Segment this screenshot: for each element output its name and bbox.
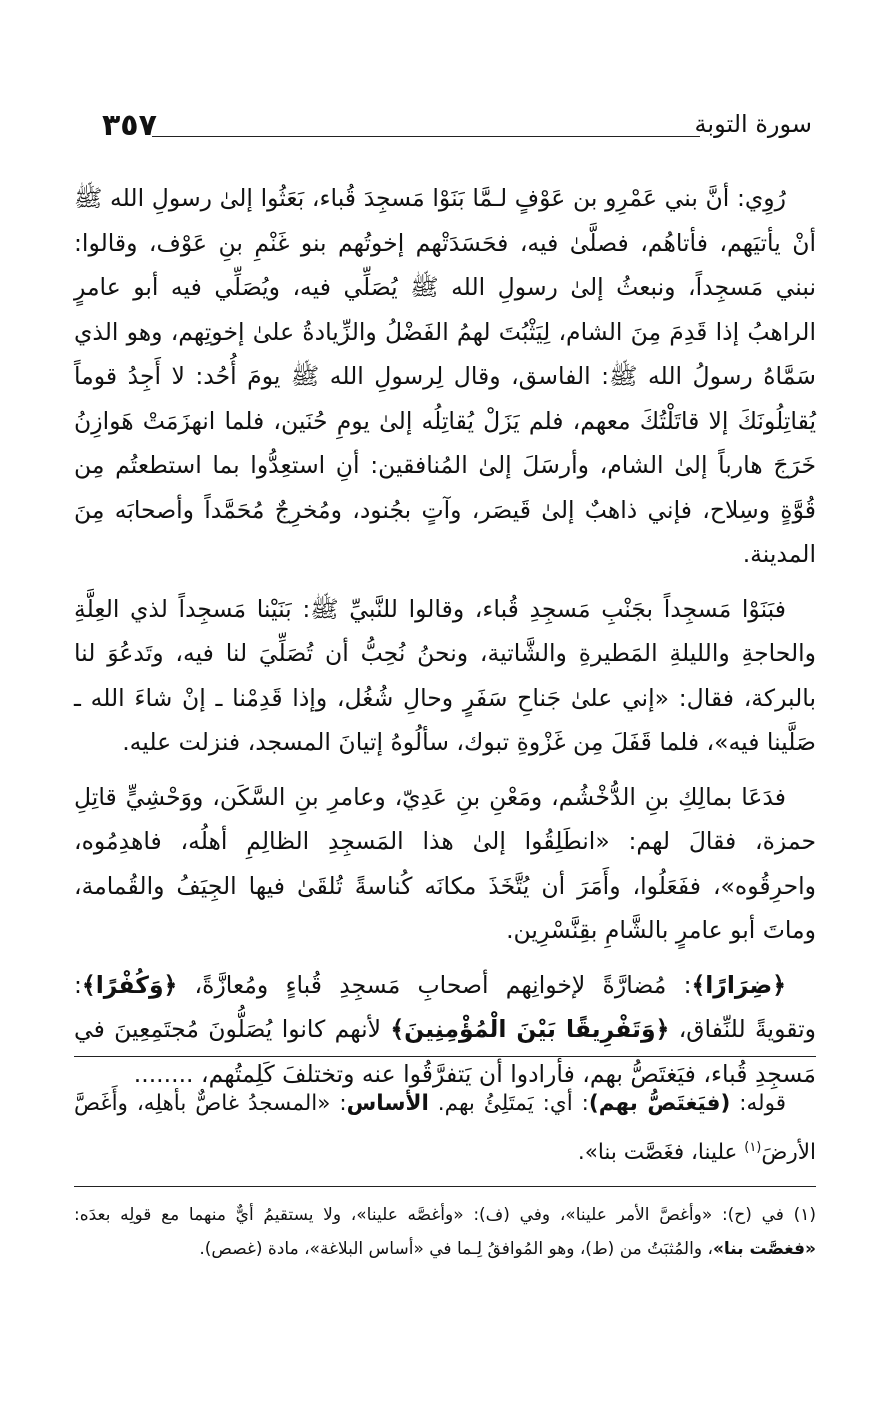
commentary-lemma: (فيَغتَصُّ بهم): [588, 1091, 731, 1116]
commentary-quote-a: : «المسجدُ غاصٌّ بأهلِه، وأَغَصَّ الأرضَ: [74, 1091, 816, 1166]
tafsir-text-3: لأنهم كانوا يُصَلُّونَ مُجتَمِعِينَ في مَسجِدِ قُباء، فيَغتَصُّ بهم، فأرادوا أن يَتفرَّقُوا عنه وتختلفَ كَلِمتُهم، ........: [74, 1015, 816, 1088]
quran-word-dirar: ﴿ضِرَارًا﴾: [691, 970, 786, 999]
paragraph-mosque-building: فبَنَوْا مَسجِداً بجَنْبِ مَسجِدِ قُباء، وقالوا للنَّبيِّ ﷺ: بَنَيْنا مَسجِداً لذي العِلَّةِ والحاجةِ والليلةِ المَطيرةِ والشَّاتية، ونحنُ نُحِبُّ أن تُصَلِّيَ لنا فيه، وتَدعُوَ لنا بالبركة، فقال: «إني علىٰ جَناحِ سَفَرٍ وحالِ شُغُل، وإذا قَدِمْنا ـ إنْ شاءَ الله ـ صَلَّينا فيه»، فلما قَفَلَ مِن غَزْوةِ تبوك، سألُوهُ إتيانَ المسجد، فنزلت عليه.: [74, 594, 816, 756]
commentary-gloss: : أي: يَمتَلِئُ بهم.: [428, 1091, 589, 1116]
commentary-note: [74, 1082, 816, 1175]
commentary-quote-b: علينا، فغَصَّت بنا».: [577, 1140, 745, 1166]
surah-title: سورة التوبة: [694, 110, 812, 138]
page-number: ٣٥٧: [102, 108, 157, 143]
footnote-divider: [74, 1186, 816, 1187]
footnote: [74, 1198, 816, 1266]
commentary-source: الأساس: [346, 1091, 429, 1116]
footnote-text-a: (١) في (ح): «وأغصَّ الأمر علينا»، وفي (ف): «وأغصَّه علينا»، ولا يستقيمُ أيٌّ منهما مع قولِه بعدَه:: [74, 1205, 816, 1225]
quran-word-kufr: ﴿وَكُفْرًا﴾: [81, 970, 178, 999]
footnote-text-b: ، والمُثبَتُ من (ط)، وهو المُوافقُ لِـما في «أساس البلاغة»، مادة (غصص).: [199, 1239, 713, 1259]
commentary-lead: قوله:: [730, 1091, 786, 1116]
page-header: [92, 108, 812, 152]
paragraph-tafsir: [74, 963, 816, 1097]
tafsir-text-1: : مُضارَّةً لإخوانِهم أصحابِ مَسجِدِ قُباءٍ ومُعازَّةً،: [177, 970, 692, 999]
main-text: [74, 176, 816, 1106]
paragraph-narration: رُوِي: أنَّ بني عَمْرِو بن عَوْفٍ لـمَّا بَنَوْا مَسجِدَ قُباء، بَعَثُوا إلىٰ رسولِ الله ﷺ أنْ يأتيَهم، فأتاهُم، فصلَّىٰ فيه، فحَسَدَتْهم إخوتُهم بنو غَنْمِ بنِ عَوْف، وقالوا: نبني مَسجِداً، ونبعثُ إلىٰ رسولِ الله ﷺ يُصَلِّي فيه، ويُصَلِّي فيه أبو عامرٍ الراهبُ إذا قَدِمَ مِنَ الشام، لِيَثْبُتَ لهمُ الفَضْلُ والزِّيادةُ علىٰ إخوتِهم، وهو الذي سَمَّاهُ رسولُ الله ﷺ: الفاسق، وقال لِرسولِ الله ﷺ يومَ أُحُد: لا أَجِدُ قوماً يُقاتِلُونَكَ إلا قاتَلْتُكَ معهم، فلم يَزَلْ يُقاتِلُه إلىٰ يومِ حُنَين، فلما انهزَمَتْ هَوازِنُ خَرَجَ هارباً إلىٰ الشام، وأرسَلَ إلىٰ المُنافقين: أنِ استعِدُّوا بما استطعتُم مِن قُوَّةٍ وسِلاح، فإني ذاهبٌ إلىٰ قَيصَر، وآتٍ بجُنود، ومُخرِجٌ مُحَمَّداً وأصحابَه مِنَ المدينة.: [74, 184, 816, 568]
footnote-bold-quote: «فغصَّت بنا»: [712, 1239, 816, 1259]
footnote-marker: (١): [744, 1140, 762, 1155]
paragraph-demolition: فدَعَا بمالِكِ بنِ الدُّخْشُم، ومَعْنِ بنِ عَدِيّ، وعامرِ بنِ السَّكَن، ووَحْشِيٍّ قاتِلِ حمزة، فقالَ لهم: «انطَلِقُوا إلىٰ هذا المَسجِدِ الظالِمِ أهلُه، فاهدِمُوه، واحرِقُوه»، ففَعَلُوا، وأَمَرَ أن يُتَّخَذَ مكانَه كُناسةً تُلقَىٰ فيها الجِيَفُ والقُمامة، وماتَ أبو عامرٍ بالشَّامِ بقِنَّسْرِين.: [74, 782, 816, 944]
header-rule: [152, 136, 700, 137]
quran-phrase-tafriq: ﴿وَتَفْرِيقًا بَيْنَ الْمُؤْمِنِينَ﴾: [390, 1015, 670, 1043]
tafsir-text-2: : وتقويةً للنِّفاق،: [74, 970, 816, 1043]
commentary-divider: [74, 1056, 816, 1057]
